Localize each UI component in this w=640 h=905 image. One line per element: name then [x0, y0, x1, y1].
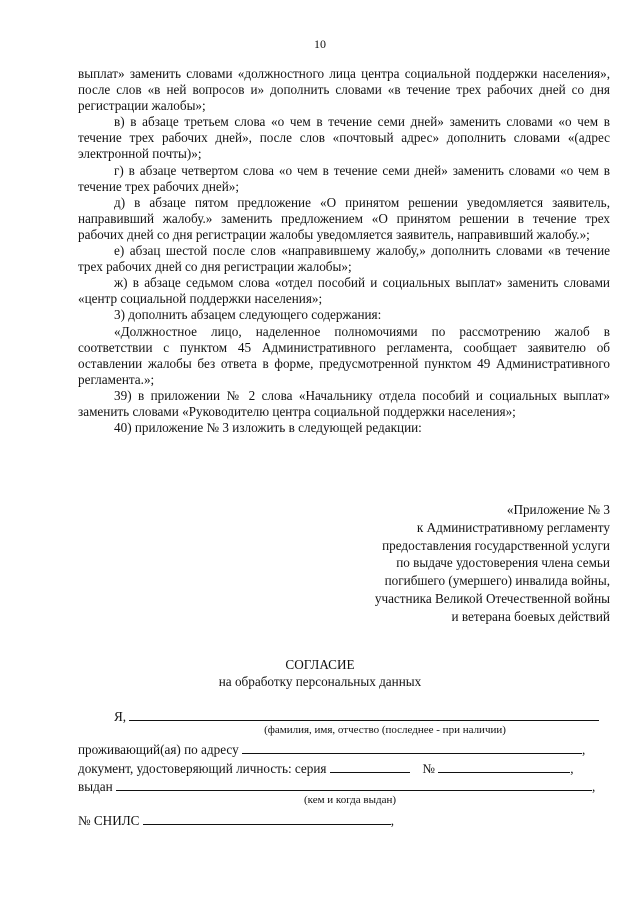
issued-row	[78, 778, 610, 795]
paragraph: в) в абзаце третьем слова «о чем в течение семи дней» заменить словами «о чем в течение трех рабочих дней», после слов «почтовый адрес» дополнить словами «(адрес электронной почты)»;	[78, 114, 610, 162]
address-label: проживающий(ая) по адресу	[78, 742, 239, 757]
appendix-line: и ветерана боевых действий	[451, 608, 610, 624]
comma: ,	[390, 813, 395, 828]
paragraph: ж) в абзаце седьмом слова «отдел пособий и социальных выплат» заменить словами «центр социальной поддержки населения»;	[78, 275, 610, 307]
document-label: документ, удостоверяющий личность: серия	[78, 761, 327, 776]
number-field[interactable]	[438, 760, 570, 773]
appendix-line: «Приложение № 3	[506, 502, 610, 517]
appendix-line: предоставления государственной услуги	[382, 537, 610, 553]
appendix-header	[310, 501, 610, 626]
appendix-line: по выдаче удостоверения члена семьи	[396, 555, 610, 571]
paragraph: 39) в приложении № 2 слова «Начальнику отдела пособий и социальных выплат» заменить словами «Руководителю центра социальной поддержки населения»;	[78, 387, 610, 419]
snils-row	[78, 812, 610, 829]
snils-label: № СНИЛС	[78, 813, 140, 828]
fio-hint: (фамилия, имя, отчество (последнее - при наличии)	[264, 724, 506, 736]
series-field[interactable]	[330, 760, 410, 773]
issued-label: выдан	[78, 779, 113, 794]
amendments-text	[78, 66, 610, 436]
paragraph: «Должностное лицо, наделенное полномочиями по рассмотрению жалоб в соответствии с пунктом 45 Административного регламента, сообщает заявителю об оставлении жалобы без ответа в форме, предусмотренной пунктом 49 Административного регламента.»;	[78, 323, 610, 387]
issued-hint: (кем и когда выдан)	[303, 794, 397, 806]
paragraph: д) в абзаце пятом предложение «О принятом решении уведомляется заявитель, направивший жалобу.» заменить предложением «О принятом решении в течение трех рабочих дней со дня регистрации жалобы уведомляется заявитель, направивший жалобу.»;	[78, 194, 610, 242]
snils-field[interactable]	[143, 812, 391, 825]
address-field[interactable]	[242, 741, 582, 754]
ya-label: Я,	[114, 709, 127, 724]
document-row	[78, 760, 610, 777]
comma: ,	[570, 761, 574, 776]
fio-row	[78, 708, 610, 725]
address-row	[78, 741, 610, 758]
appendix-line: участника Великой Отечественной войны	[374, 590, 610, 606]
appendix-line: к Административному регламенту	[416, 519, 610, 535]
consent-title: СОГЛАСИЕ	[285, 657, 355, 672]
consent-subtitle: на обработку персональных данных	[218, 674, 422, 689]
page-number: 10	[314, 37, 326, 51]
comma: ,	[592, 779, 596, 794]
paragraph: выплат» заменить словами «должностного лица центра социальной поддержки населения», после слов «в ней вопросов и» дополнить словами «в течение трех рабочих дней со дня регистрации жалобы»;	[78, 66, 610, 114]
issued-field[interactable]	[116, 778, 592, 791]
appendix-line: погибшего (умершего) инвалида войны,	[384, 573, 610, 589]
fio-field[interactable]	[129, 708, 599, 721]
paragraph: 40) приложение № 3 изложить в следующей редакции:	[114, 420, 422, 436]
paragraph: г) в абзаце четвертом слова «о чем в течение семи дней» заменить словами «о чем в течение трех рабочих дней»;	[78, 162, 610, 194]
number-sign: №	[422, 761, 435, 776]
paragraph: 3) дополнить абзацем следующего содержания:	[114, 307, 382, 323]
comma: ,	[581, 742, 586, 757]
paragraph: е) абзац шестой после слов «направившему жалобу,» дополнить словами «в течение трех рабочих дней со дня регистрации жалобы»;	[78, 243, 610, 275]
consent-title-block	[0, 656, 640, 690]
